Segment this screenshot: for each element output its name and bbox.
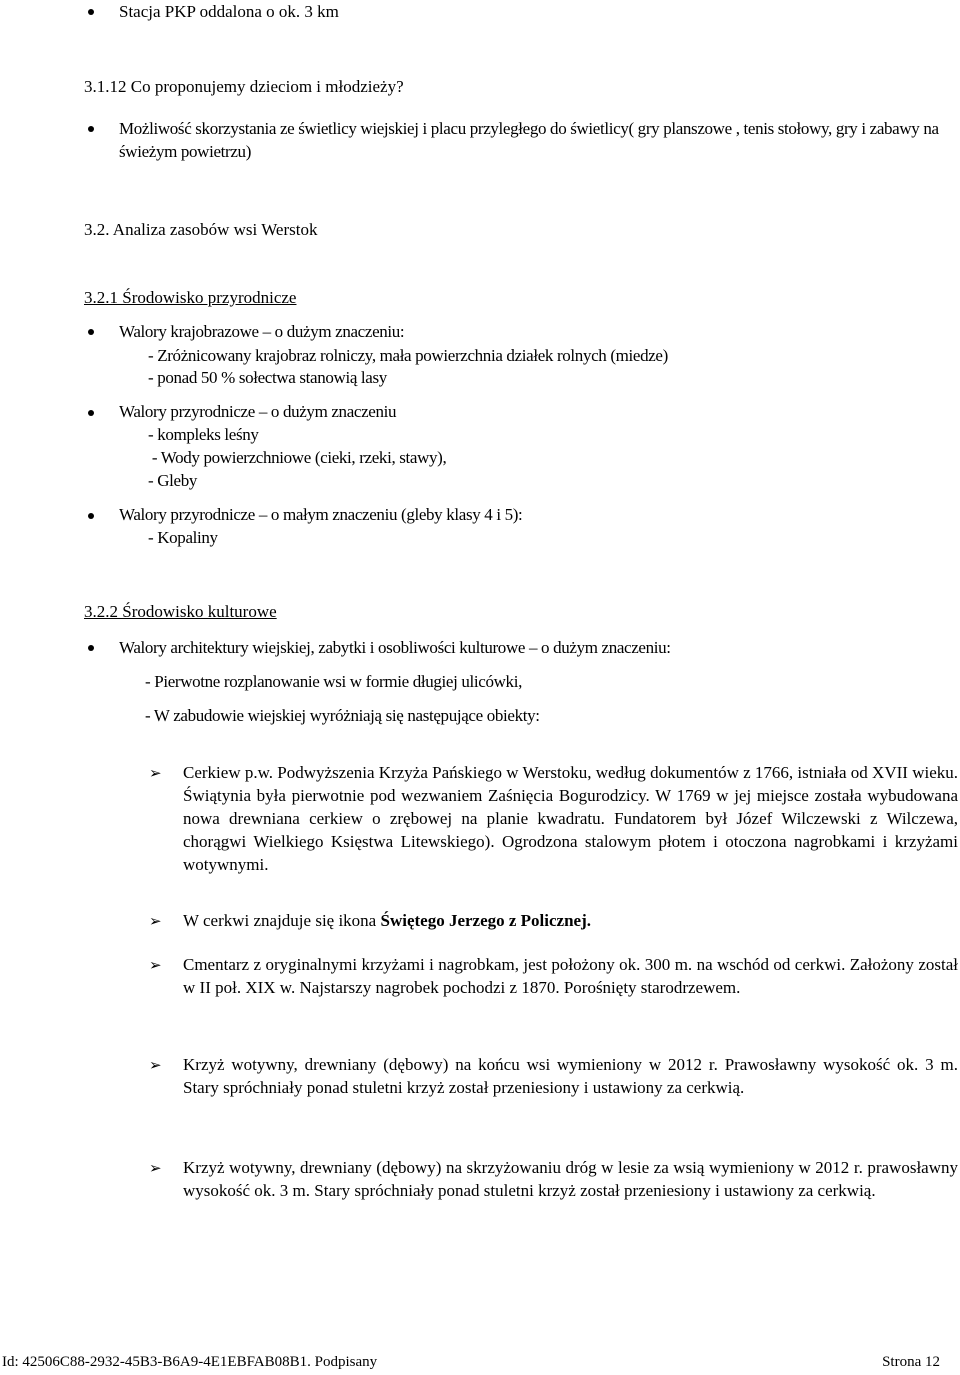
section-heading-3-2: 3.2. Analiza zasobów wsi Werstok [84,220,318,239]
object-item: Cerkiew p.w. Podwyższenia Krzyża Pańskiego w Werstoku, według dokumentów z 1766, istniała od XVII wieku. Świątynia była pierwotnie pod wezwaniem Zaśnięcia Bogurodzicy. W 1769 w jej miejsce została wybudowana nowa drewniana cerkiew o zrębowej na planie kwadratu. Fundatorem był Józef Wilczewski z Wilczewa, chorągwi Wielkiego Księstwa Litewskiego). Ogrodzona stalowym płotem i otoczona nagrobkami i krzyżami wotywnymi. [183,763,958,874]
object-item: Cmentarz z oryginalnymi krzyżami i nagrobkam, jest położony ok. 300 m. na wschód od cerkwi. Założony został w II poł. XIX w. Najstarszy nagrobek pochodzi z 1870. Porośnięty starodrzewem. [183,955,958,997]
sub-item: - Gleby [148,471,198,490]
object-item-text: W cerkwi znajduje się ikona [183,911,381,930]
sub-item: - kompleks leśny [148,425,259,444]
arrow-bullet-icon: ➢ [149,1056,162,1074]
bullet-icon [88,329,94,335]
bullet-icon [88,126,94,132]
list-item [119,117,951,163]
object-item [183,909,958,932]
arrow-bullet-icon: ➢ [149,764,162,782]
bullet-icon [88,645,94,651]
bullet-icon [88,513,94,519]
item-title: Walory przyrodnicze – o dużym znaczeniu [119,402,397,421]
bullet-icon [88,410,94,416]
sub-item: - Kopaliny [148,528,218,547]
section-heading-3-2-1: 3.2.1 Środowisko przyrodnicze [84,288,297,307]
arrow-bullet-icon: ➢ [149,956,162,974]
sub-item: - ponad 50 % sołectwa stanowią lasy [148,368,387,387]
sub-item: - Pierwotne rozplanowanie wsi w formie długiej ulicówki, [145,672,522,691]
item-title: Walory architektury wiejskiej, zabytki i osobliwości kulturowe – o dużym znaczeniu: [119,638,671,657]
document-id: Id: 42506C88-2932-45B3-B6A9-4E1EBFAB08B1. Podpisany [2,1354,378,1370]
arrow-bullet-icon: ➢ [149,912,162,930]
bullet-icon [88,9,94,15]
section-heading-3-2-2: 3.2.2 Środowisko kulturowe [84,602,277,621]
list-item: Stacja PKP oddalona o ok. 3 km [119,2,339,21]
section-heading-3-1-12: 3.1.12 Co proponujemy dzieciom i młodzieży? [84,77,404,96]
item-title: Walory przyrodnicze – o małym znaczeniu (gleby klasy 4 i 5): [119,505,523,524]
object-item: Krzyż wotywny, drewniany (dębowy) na końcu wsi wymieniony w 2012 r. Prawosławny wysokość ok. 3 m. Stary spróchniały ponad stuletni krzyż został przeniesiony i ustawiony za cerkwią. [183,1055,958,1097]
sub-item: - Zróżnicowany krajobraz rolniczy, mała powierzchnia działek rolnych (miedze) [148,346,668,365]
icon-name: Świętego Jerzego z Policznej. [380,911,592,930]
object-item: Krzyż wotywny, drewniany (dębowy) na skrzyżowaniu dróg w lesie za wsią wymieniony w 2012 r. prawosławny wysokość ok. 3 m. Stary spróchniały ponad stuletni krzyż został przeniesiony i ustawiony za cerkwią. [183,1158,958,1200]
sub-item: - Wody powierzchniowe (cieki, rzeki, stawy), [148,448,447,467]
arrow-bullet-icon: ➢ [149,1159,162,1177]
sub-item: - W zabudowie wiejskiej wyróżniają się następujące obiekty: [145,706,540,725]
item-title: Walory krajobrazowe – o dużym znaczeniu: [119,322,405,341]
list-item-text: Możliwość skorzystania ze świetlicy wiejskiej i placu przyległego do świetlicy( gry planszowe , tenis stołowy, gry i zabawy na świeżym powietrzu) [119,119,939,161]
page-number: Strona 12 [882,1354,940,1370]
